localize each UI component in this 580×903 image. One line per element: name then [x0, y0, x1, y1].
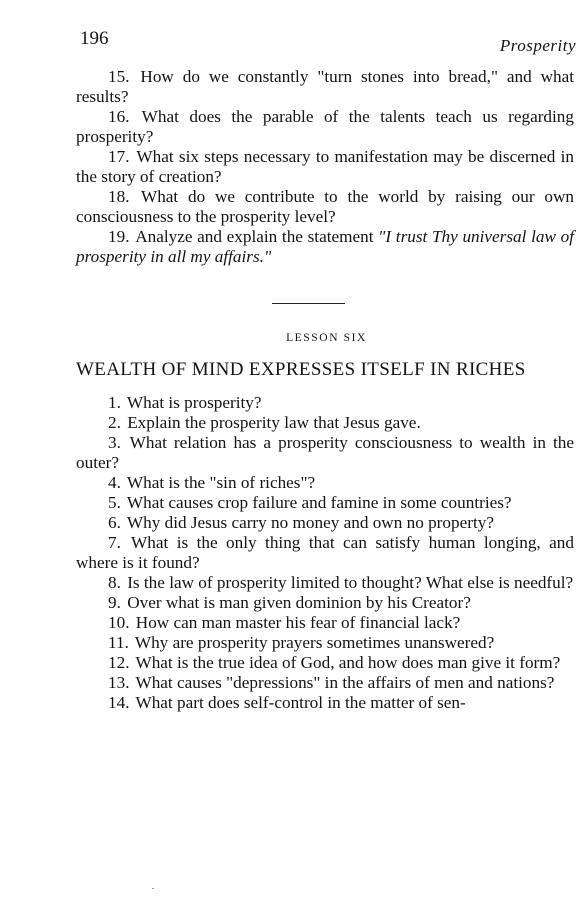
- question-number: 9.: [108, 593, 121, 612]
- question-item: [76, 187, 574, 227]
- quoted-statement: "I trust Thy universal law of prosperity in all my affairs.": [76, 227, 574, 266]
- question-number: 18.: [108, 187, 130, 206]
- question-list-lesson-six: [76, 393, 574, 713]
- question-number: 19.: [108, 227, 130, 246]
- running-title: Prosperity: [499, 36, 576, 55]
- question-text: Analyze and explain the statement: [135, 227, 374, 246]
- question-text: What six steps necessary to manifestation may be discerned in the story of creation?: [76, 147, 574, 186]
- question-item: [76, 433, 574, 473]
- question-number: 8.: [108, 573, 121, 592]
- question-number: 4.: [108, 473, 121, 492]
- question-text: Explain the prosperity law that Jesus gave.: [127, 413, 421, 432]
- question-item: [76, 107, 574, 147]
- question-number: 12.: [108, 653, 130, 672]
- print-speck: [152, 888, 154, 889]
- question-item: [76, 513, 574, 533]
- lesson-title: WEALTH OF MIND EXPRESSES ITSELF IN RICHES: [76, 359, 526, 380]
- question-item: [76, 227, 574, 267]
- question-text: What causes crop failure and famine in some countries?: [126, 493, 512, 512]
- question-number: 10.: [108, 613, 130, 632]
- question-text: What is the only thing that can satisfy human longing, and where is it found?: [76, 533, 574, 572]
- question-text: Why did Jesus carry no money and own no property?: [126, 513, 494, 532]
- question-text: What part does self-control in the matter of sen-: [135, 693, 466, 712]
- question-text: What is the "sin of riches"?: [126, 473, 316, 492]
- question-list-previous-lesson: [76, 67, 574, 267]
- question-text: How do we constantly "turn stones into bread," and what results?: [76, 67, 575, 106]
- question-text: Is the law of prosperity limited to thought? What else is needful?: [127, 573, 574, 592]
- question-item: [76, 147, 574, 187]
- question-number: 16.: [108, 107, 130, 126]
- question-number: 2.: [108, 413, 121, 432]
- section-divider: [272, 303, 345, 304]
- question-item: [76, 393, 574, 413]
- question-item: [76, 693, 574, 713]
- question-item: [76, 633, 574, 653]
- question-item: [76, 653, 574, 673]
- question-text: What causes "depressions" in the affairs of men and nations?: [135, 673, 555, 692]
- question-number: 1.: [108, 393, 121, 412]
- question-item: [76, 613, 574, 633]
- question-item: [76, 473, 574, 493]
- question-number: 13.: [108, 673, 130, 692]
- question-number: 11.: [108, 633, 129, 652]
- lesson-label: LESSON SIX: [286, 332, 367, 344]
- question-item: [76, 413, 574, 433]
- question-item: [76, 493, 574, 513]
- question-item: [76, 593, 574, 613]
- question-item: [76, 67, 574, 107]
- question-text: How can man master his fear of financial lack?: [135, 613, 461, 632]
- question-text: What does the parable of the talents teach us regarding prosperity?: [76, 107, 574, 146]
- question-number: 6.: [108, 513, 121, 532]
- question-text: What relation has a prosperity consciousness to wealth in the outer?: [76, 433, 574, 472]
- question-text: What do we contribute to the world by raising our own consciousness to the prosperity level?: [76, 187, 574, 226]
- question-number: 15.: [108, 67, 130, 86]
- question-number: 3.: [108, 433, 121, 452]
- question-text: What is the true idea of God, and how does man give it form?: [135, 653, 561, 672]
- question-number: 5.: [108, 493, 121, 512]
- question-number: 7.: [108, 533, 121, 552]
- question-text: Why are prosperity prayers sometimes unanswered?: [134, 633, 495, 652]
- question-number: 17.: [108, 147, 130, 166]
- question-item: [76, 673, 574, 693]
- page-number: 196: [80, 28, 109, 49]
- question-number: 14.: [108, 693, 130, 712]
- question-text: Over what is man given dominion by his Creator?: [127, 593, 471, 612]
- question-item: [76, 573, 574, 593]
- question-item: [76, 533, 574, 573]
- question-text: What is prosperity?: [126, 393, 262, 412]
